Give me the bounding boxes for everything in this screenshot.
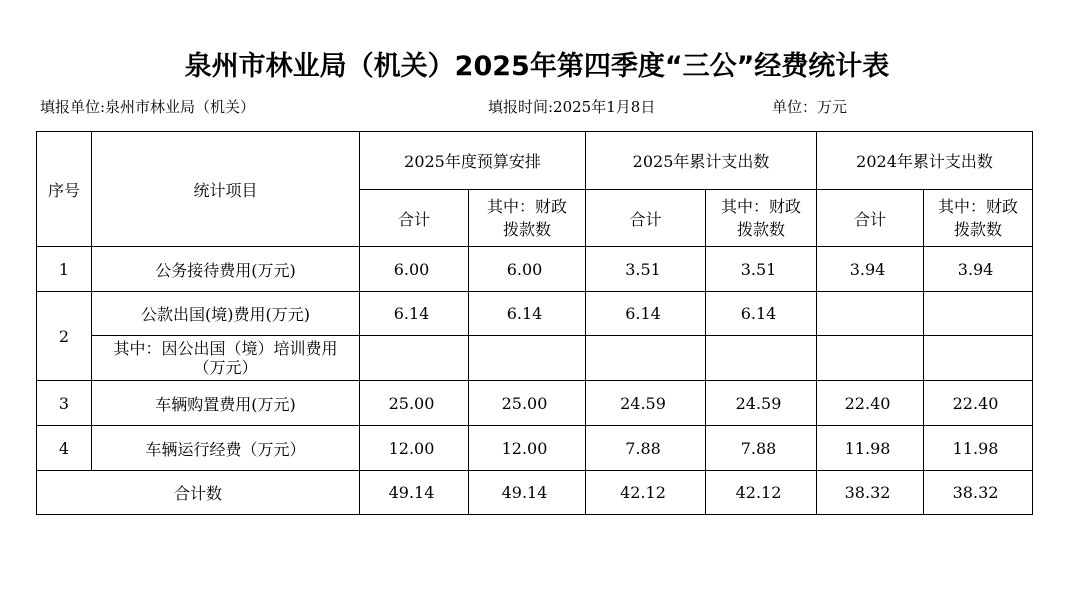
row-seq: 4 xyxy=(37,426,92,471)
header-budget-total: 合计 xyxy=(360,190,469,247)
header-fiscal-line2: 拨款数 xyxy=(503,220,552,239)
cell-spent-2025-total: 6.14 xyxy=(586,292,706,336)
header-spent-2025: 2025年累计支出数 xyxy=(586,132,817,190)
table-row-sub xyxy=(37,336,1033,381)
cell-budget-fiscal xyxy=(469,336,586,381)
header-fiscal-line1: 其中：财政 xyxy=(487,197,568,216)
header-spent-2025-total: 合计 xyxy=(586,190,706,247)
total-spent-2024-total: 38.32 xyxy=(817,471,924,515)
row-seq: 3 xyxy=(37,381,92,426)
row-item: 公务接待费用(万元) xyxy=(92,247,360,292)
cell-budget-total: 25.00 xyxy=(360,381,469,426)
cell-budget-total xyxy=(360,336,469,381)
row-seq: 2 xyxy=(37,292,92,381)
header-budget-fiscal xyxy=(469,190,586,247)
cell-budget-fiscal: 25.00 xyxy=(469,381,586,426)
cell-spent-2024-total: 11.98 xyxy=(817,426,924,471)
cell-spent-2025-fiscal: 3.51 xyxy=(706,247,817,292)
table-row xyxy=(37,381,1033,426)
total-spent-2025-total: 42.12 xyxy=(586,471,706,515)
cell-budget-total: 12.00 xyxy=(360,426,469,471)
header-budget-2025: 2025年度预算安排 xyxy=(360,132,586,190)
header-item: 统计项目 xyxy=(92,132,360,247)
reporting-time: 填报时间:2025年1月8日 xyxy=(488,98,656,116)
header-spent-2024: 2024年累计支出数 xyxy=(817,132,1033,190)
row-item: 公款出国(境)费用(万元) xyxy=(92,292,360,336)
total-row xyxy=(37,471,1033,515)
header-row-groups xyxy=(37,132,1033,190)
header-fiscal-line1: 其中：财政 xyxy=(721,197,802,216)
page-title: 泉州市林业局（机关）2025年第四季度“三公”经费统计表 xyxy=(184,51,890,82)
cell-spent-2024-total: 3.94 xyxy=(817,247,924,292)
table-row xyxy=(37,292,1033,336)
cell-spent-2025-fiscal: 24.59 xyxy=(706,381,817,426)
cell-spent-2025-total: 24.59 xyxy=(586,381,706,426)
reporting-unit: 填报单位:泉州市林业局（机关） xyxy=(40,98,256,116)
table-row xyxy=(37,426,1033,471)
header-fiscal-line1: 其中：财政 xyxy=(938,197,1019,216)
cell-spent-2024-fiscal xyxy=(924,336,1033,381)
cell-budget-total: 6.14 xyxy=(360,292,469,336)
row-item-sub xyxy=(92,336,360,381)
table-row xyxy=(37,247,1033,292)
header-seq: 序号 xyxy=(37,132,92,247)
total-label: 合计数 xyxy=(37,471,360,515)
cell-budget-fiscal: 12.00 xyxy=(469,426,586,471)
row-item-sub-line1: 其中：因公出国（境）培训费用 xyxy=(113,339,338,358)
cell-spent-2024-fiscal: 11.98 xyxy=(924,426,1033,471)
header-spent-2025-fiscal xyxy=(706,190,817,247)
cell-spent-2024-total: 22.40 xyxy=(817,381,924,426)
cell-budget-total: 6.00 xyxy=(360,247,469,292)
cell-spent-2024-total xyxy=(817,336,924,381)
total-spent-2025-fiscal: 42.12 xyxy=(706,471,817,515)
cell-spent-2025-total: 7.88 xyxy=(586,426,706,471)
row-item: 车辆购置费用(万元) xyxy=(92,381,360,426)
expense-table xyxy=(36,131,1033,515)
cell-spent-2024-fiscal: 3.94 xyxy=(924,247,1033,292)
total-budget-fiscal: 49.14 xyxy=(469,471,586,515)
total-spent-2024-fiscal: 38.32 xyxy=(924,471,1033,515)
total-budget-total: 49.14 xyxy=(360,471,469,515)
header-spent-2024-total: 合计 xyxy=(817,190,924,247)
cell-spent-2024-total xyxy=(817,292,924,336)
cell-spent-2025-fiscal: 6.14 xyxy=(706,292,817,336)
cell-spent-2024-fiscal: 22.40 xyxy=(924,381,1033,426)
cell-spent-2025-total xyxy=(586,336,706,381)
header-fiscal-line2: 拨款数 xyxy=(737,220,786,239)
header-fiscal-line2: 拨款数 xyxy=(954,220,1003,239)
cell-budget-fiscal: 6.00 xyxy=(469,247,586,292)
cell-spent-2025-total: 3.51 xyxy=(586,247,706,292)
cell-spent-2024-fiscal xyxy=(924,292,1033,336)
row-item: 车辆运行经费（万元） xyxy=(92,426,360,471)
row-seq: 1 xyxy=(37,247,92,292)
header-spent-2024-fiscal xyxy=(924,190,1033,247)
cell-spent-2025-fiscal xyxy=(706,336,817,381)
currency-unit: 单位：万元 xyxy=(772,98,848,116)
cell-budget-fiscal: 6.14 xyxy=(469,292,586,336)
row-item-sub-line2: （万元） xyxy=(193,358,258,377)
cell-spent-2025-fiscal: 7.88 xyxy=(706,426,817,471)
